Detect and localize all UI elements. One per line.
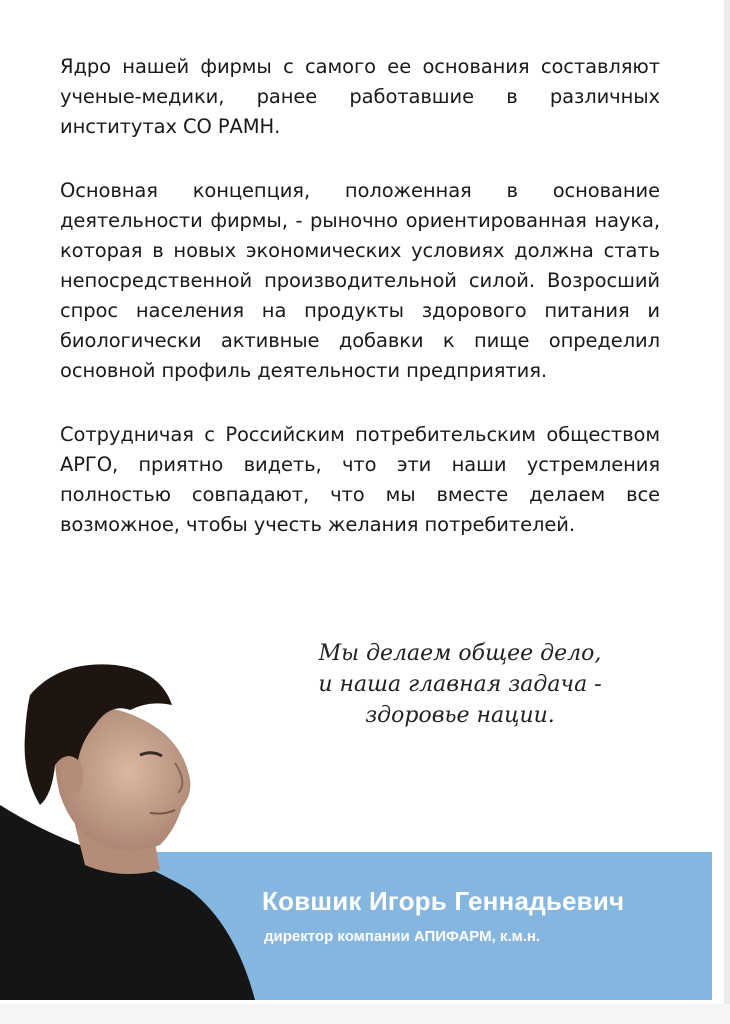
- director-portrait: [0, 655, 280, 1000]
- motto-quote: [270, 638, 650, 731]
- quote-line: Мы делаем общее дело,: [318, 641, 602, 666]
- quote-line: и наша главная задача -: [318, 672, 602, 697]
- paragraph-cooperation: Сотрудничая с Российским потребительским обществом АРГО, приятно видеть, что эти наши устремления полностью совпадают, что мы вместе делаем все возможное, чтобы учесть желания потребителей.: [60, 423, 660, 536]
- director-role: директор компании АПИФАРМ, к.м.н.: [264, 928, 541, 945]
- body-text: [60, 52, 660, 574]
- page-edge: [724, 0, 730, 1024]
- director-name: Ковшик Игорь Геннадьевич: [262, 886, 625, 916]
- page-bottom-margin: [0, 1004, 730, 1024]
- paragraph-founding: Ядро нашей фирмы с самого ее основания составляют ученые-медики, ранее работавшие в различных институтах СО РАМН.: [60, 55, 660, 138]
- quote-line: здоровье нации.: [365, 703, 555, 728]
- paragraph-concept: Основная концепция, положенная в основание деятельности фирмы, - рыночно ориентированная наука, которая в новых экономических условиях должна стать непосредственной производительной силой. Возросший спрос населения на продукты здорового питания и биологически активные добавки к пище определил основной профиль деятельности предприятия.: [60, 179, 660, 382]
